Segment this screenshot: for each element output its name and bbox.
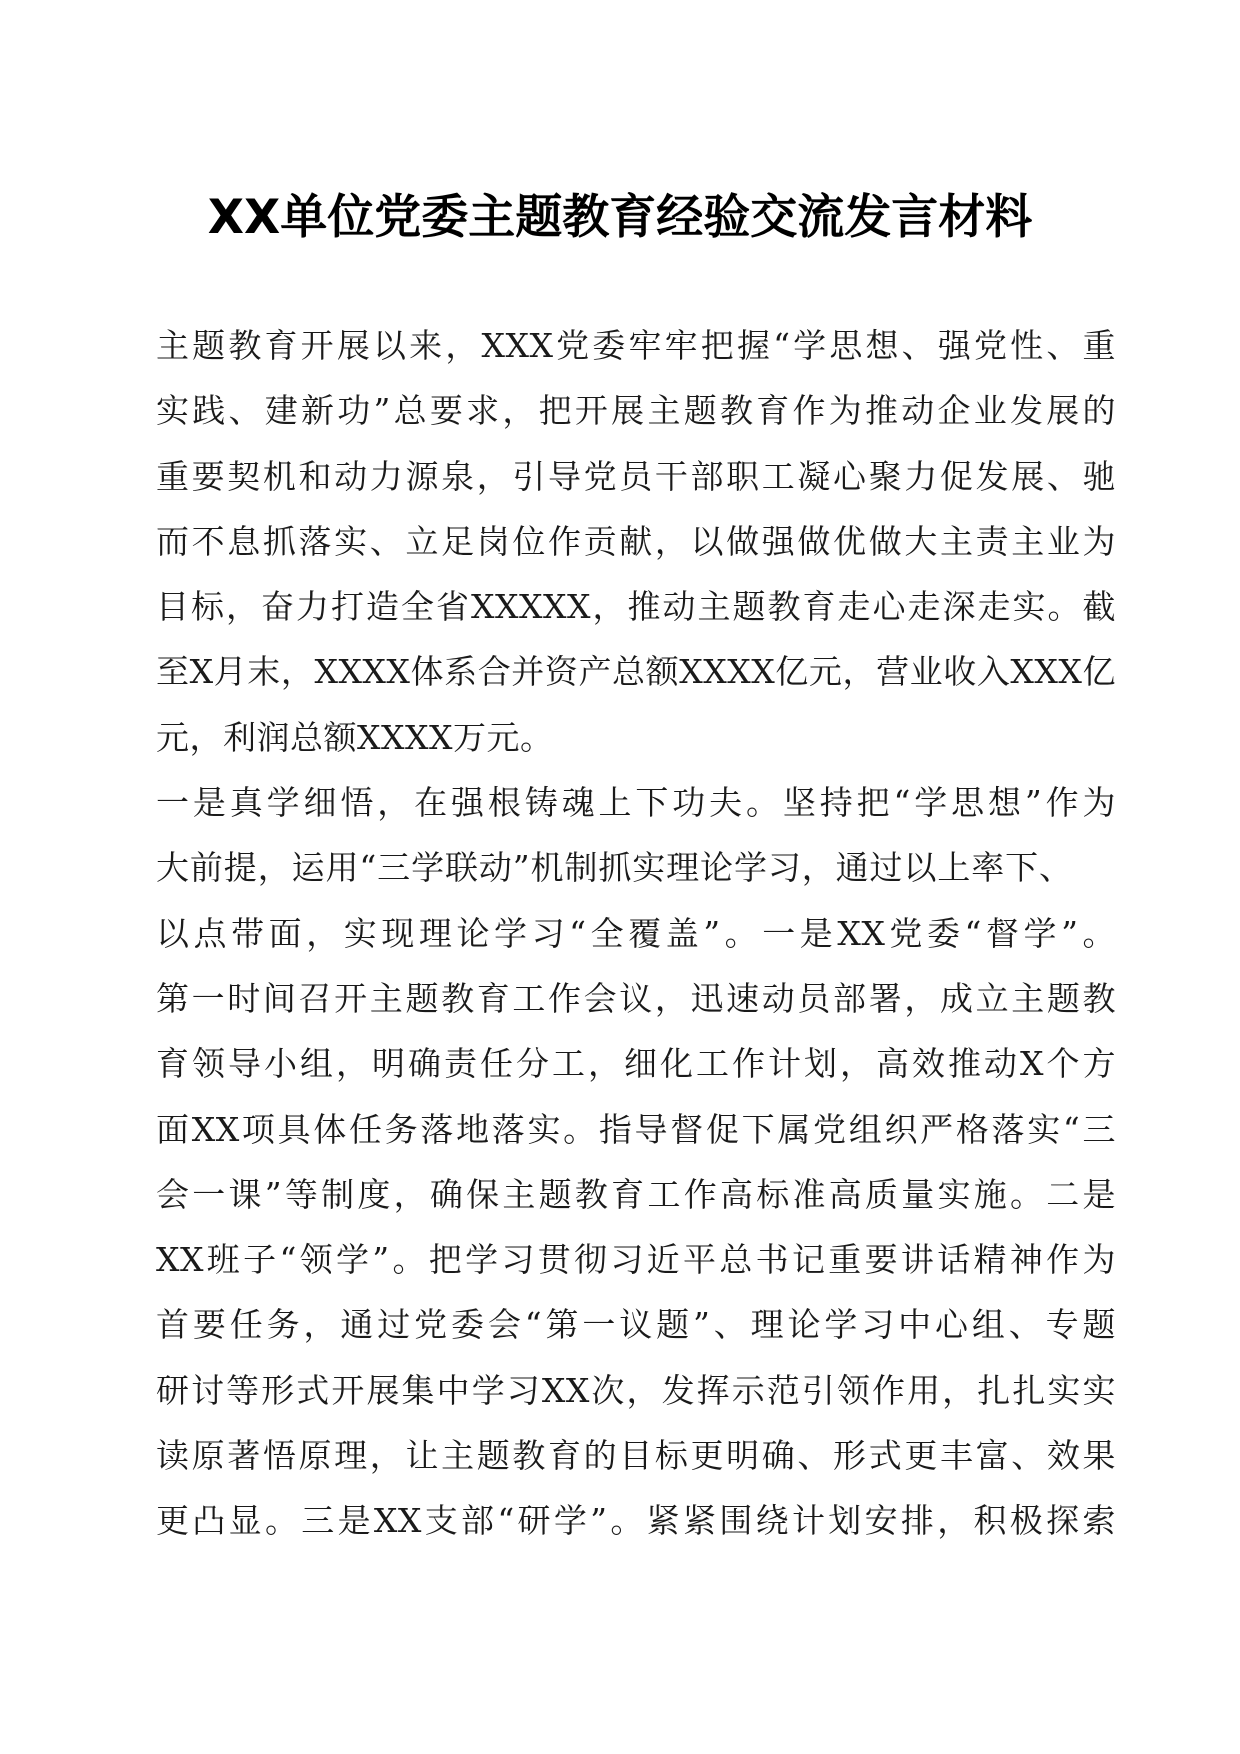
text-line: 会一课”等制度，确保主题教育工作高标准高质量实施。二是 [156,1174,1116,1214]
text-line: XX班子“领学”。把学习贯彻习近平总书记重要讲话精神作为 [156,1240,1116,1280]
text-line: 研讨等形式开展集中学习XX次，发挥示范引领作用，扎扎实实 [156,1370,1116,1410]
text-line: 大前提，运用“三学联动”机制抓实理论学习，通过以上率下、 [156,848,1073,888]
text-line: 首要任务，通过党委会“第一议题”、理论学习中心组、专题 [156,1305,1116,1345]
document-title: XX单位党委主题教育经验交流发言材料 [207,190,1033,245]
text-line: 目标，奋力打造全省XXXXX，推动主题教育走心走深走实。截 [156,587,1116,627]
paragraph-section-one [156,770,1116,1554]
text-line: 元，利润总额XXXX万元。 [156,717,554,757]
text-line: 重要契机和动力源泉，引导党员干部职工凝心聚力促发展、驰 [156,456,1116,496]
text-line: 读原著悟原理，让主题教育的目标更明确、形式更丰富、效果 [156,1436,1116,1476]
text-line: 以点带面，实现理论学习“全覆盖”。一是XX党委“督学”。 [156,913,1116,953]
text-line: 主题教育开展以来，XXX党委牢牢把握“学思想、强党性、重 [156,326,1116,365]
text-line: 育领导小组，明确责任分工，细化工作计划，高效推动X个方 [156,1044,1116,1084]
paragraph-intro [156,313,1116,770]
text-line: 而不息抓落实、立足岗位作贡献，以做强做优做大主责主业为 [156,521,1116,561]
text-line: 更凸显。三是XX支部“研学”。紧紧围绕计划安排，积极探索 [156,1501,1116,1541]
document-body [156,313,1116,1554]
text-line: 一是真学细悟，在强根铸魂上下功夫。坚持把“学思想”作为 [156,783,1116,823]
text-line: 第一时间召开主题教育工作会议，迅速动员部署，成立主题教 [156,978,1116,1018]
text-line: 面XX项具体任务落地落实。指导督促下属党组织严格落实“三 [156,1109,1116,1149]
text-line: 至X月末，XXXX体系合并资产总额XXXX亿元，营业收入XXX亿 [156,652,1116,692]
text-line: 实践、建新功”总要求，把开展主题教育作为推动企业发展的 [156,391,1116,431]
